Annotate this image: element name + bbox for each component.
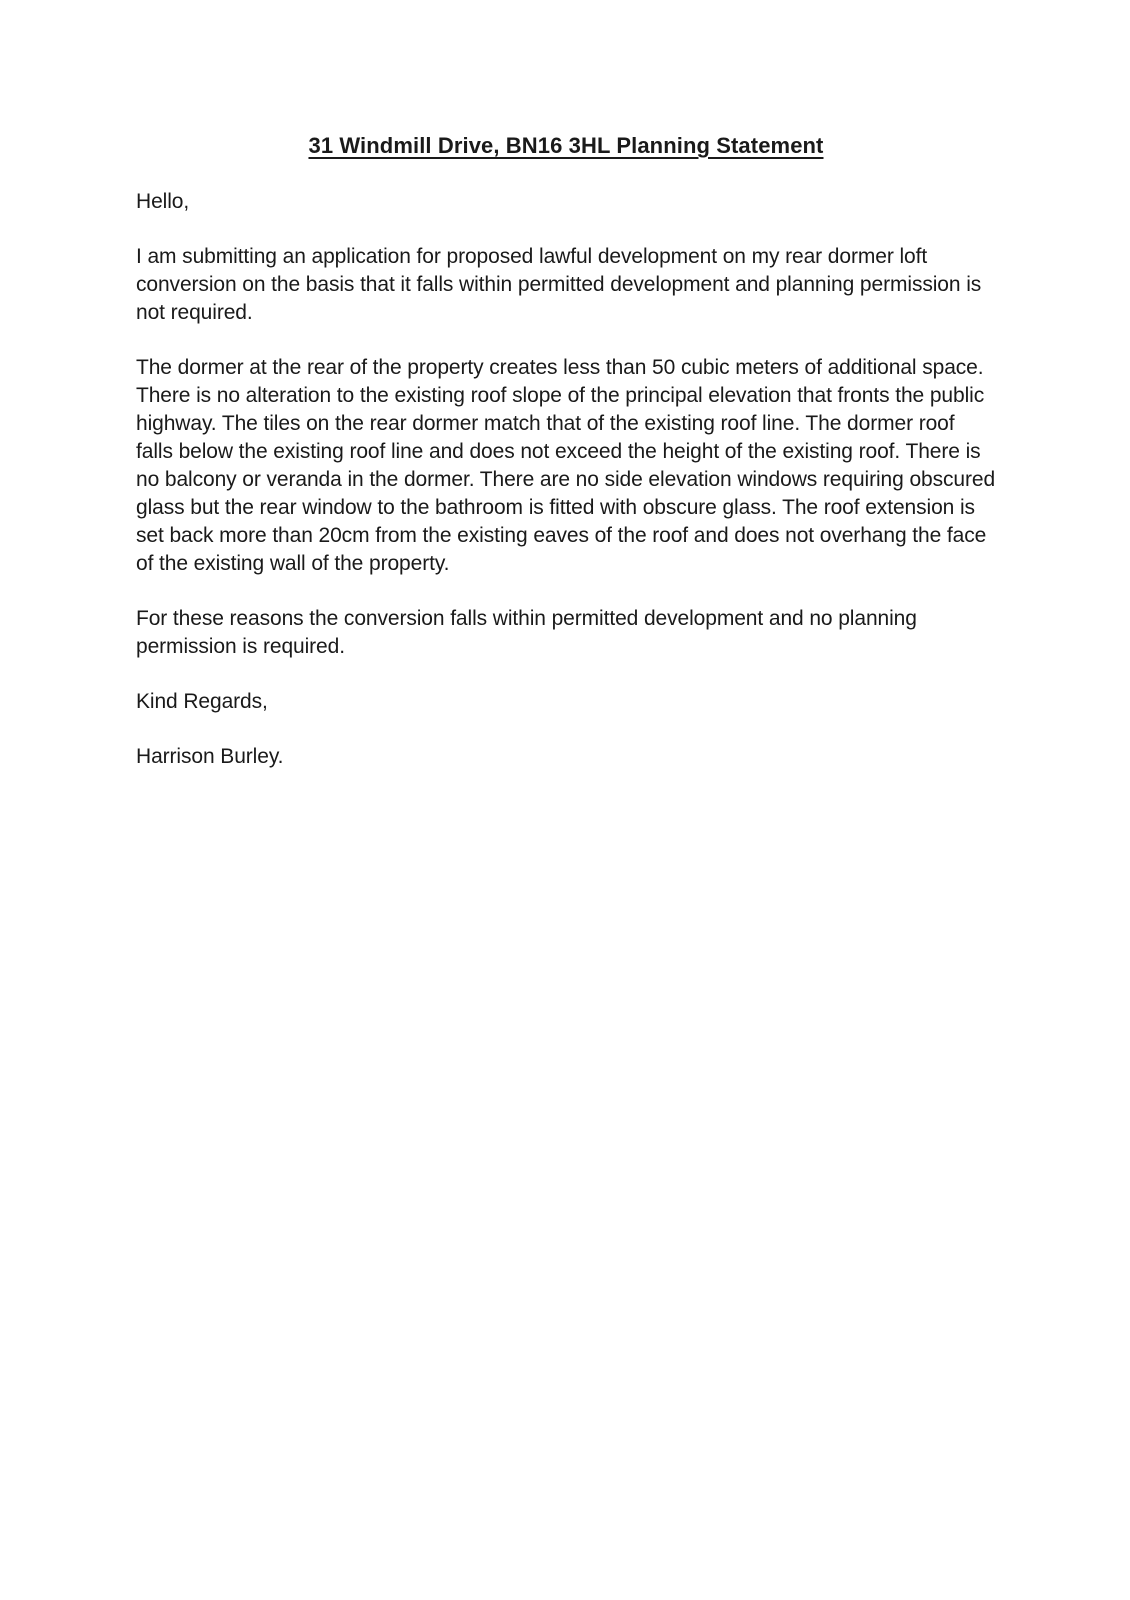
closing-text: Kind Regards, xyxy=(136,690,268,713)
paragraph-introduction: I am submitting an application for proposed lawful development on my rear dormer loft conversion on the basis that it falls within permitted development and planning permission is not required. xyxy=(136,245,982,324)
paragraph-dormer-details: The dormer at the rear of the property creates less than 50 cubic meters of additional space. There is no alteration to the existing roof slope of the principal elevation that fronts the public highway. The tiles on the rear dormer match that of the existing roof line. The dormer roof falls below the existing roof line and does not exceed the height of the existing roof. There is no balcony or veranda in the dormer. There are no side elevation windows requiring obscured glass but the rear window to the bathroom is fitted with obscure glass. The roof extension is set back more than 20cm from the existing eaves of the roof and does not overhang the face of the existing wall of the property. xyxy=(136,356,996,575)
document-title: 31 Windmill Drive, BN16 3HL Planning Statement xyxy=(308,133,824,158)
paragraph-conclusion: For these reasons the conversion falls within permitted development and no planning permission is required. xyxy=(136,607,917,658)
greeting-text: Hello, xyxy=(136,190,190,213)
signature-text: Harrison Burley. xyxy=(136,745,284,768)
